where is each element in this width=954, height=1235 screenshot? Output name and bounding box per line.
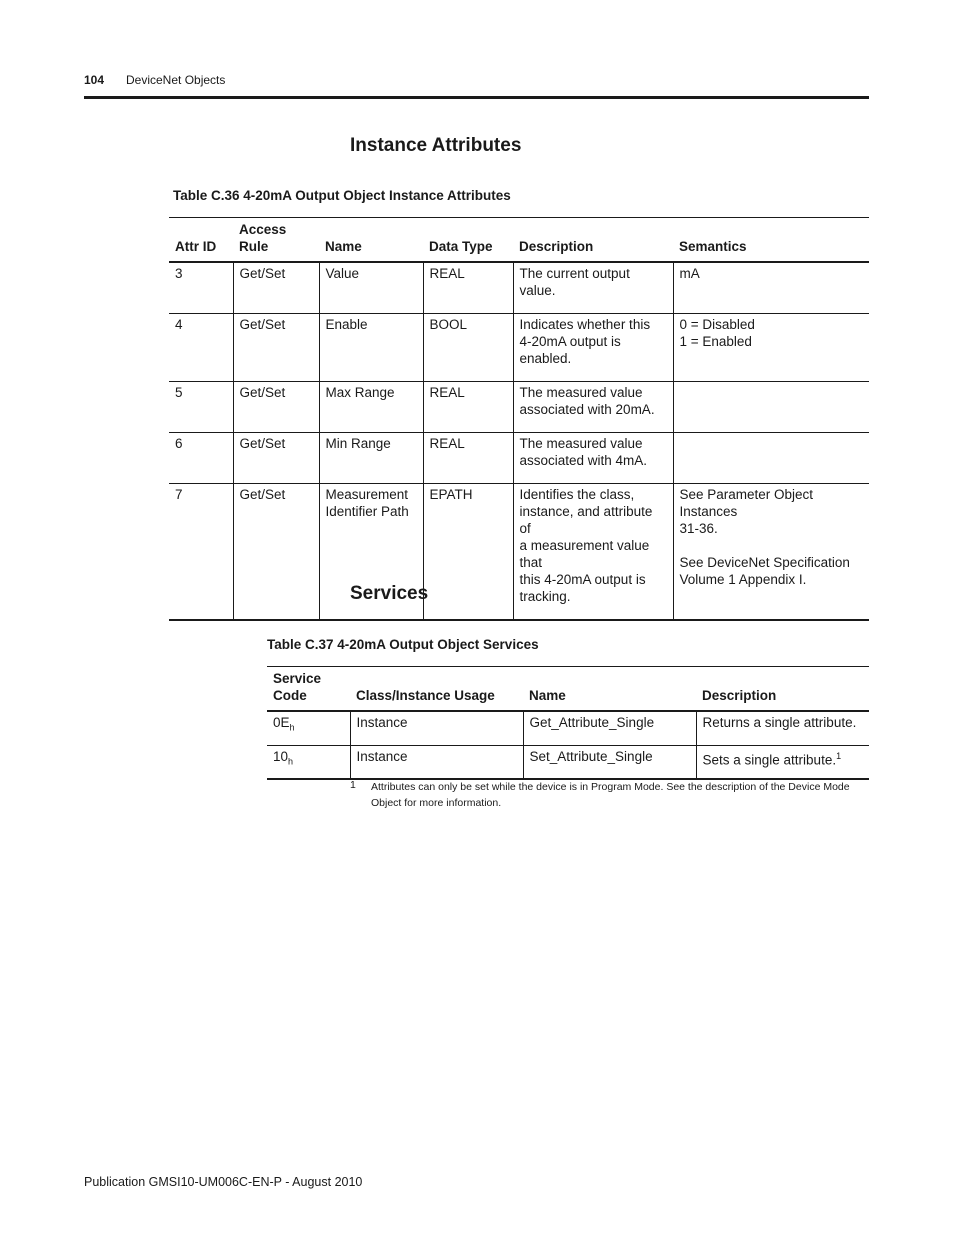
cell-line: associated with 4mA. — [519, 453, 648, 468]
cell-line: Min Range — [325, 436, 391, 451]
cell-type: EPATH — [423, 484, 513, 621]
column-header: Data Type — [429, 239, 493, 254]
cell-description — [513, 484, 673, 621]
column-header — [267, 667, 350, 712]
cell-line: enabled. — [519, 351, 572, 366]
cell-description — [696, 745, 869, 779]
cell-description — [513, 314, 673, 382]
column-header: Description — [702, 688, 777, 703]
services-table — [267, 666, 869, 780]
hex-suffix: h — [288, 756, 294, 767]
cell-line: instance, and attribute of — [519, 504, 653, 536]
table-row — [169, 484, 869, 621]
column-header: Name — [529, 688, 566, 703]
cell-line: Max Range — [325, 385, 395, 400]
cell-semantics — [673, 382, 869, 433]
column-header: Semantics — [679, 239, 747, 254]
description-text: Sets a single attribute. — [702, 752, 837, 768]
column-header: Name — [325, 239, 362, 254]
footnote-number: 1 — [350, 779, 356, 791]
cell-line: The measured value — [519, 385, 643, 400]
cell-access: Get/Set — [233, 484, 319, 621]
header-line: Service — [273, 671, 322, 686]
cell-type: REAL — [423, 262, 513, 314]
column-header: Class/Instance Usage — [356, 688, 495, 703]
cell-description — [513, 433, 673, 484]
table-header-row — [169, 218, 869, 263]
table-c37-caption: Table C.37 4-20mA Output Object Services — [267, 637, 539, 652]
cell-usage: Instance — [350, 745, 523, 779]
cell-attr-id: 5 — [175, 385, 183, 400]
table-row — [169, 314, 869, 382]
cell-type: REAL — [423, 382, 513, 433]
table-row — [169, 433, 869, 484]
column-header: Description — [519, 239, 594, 254]
cell-line: See Parameter Object Instances — [679, 487, 814, 519]
cell-semantics — [673, 314, 869, 382]
cell-line: Identifier Path — [325, 504, 409, 519]
cell-name — [319, 433, 423, 484]
cell-type: BOOL — [423, 314, 513, 382]
page-number: 104 — [84, 73, 105, 87]
cell-name: Get_Attribute_Single — [523, 711, 696, 745]
cell-service-code — [267, 711, 350, 745]
cell-name — [319, 262, 423, 314]
cell-line: tracking. — [519, 589, 571, 604]
cell-line: Enable — [325, 317, 368, 332]
header-line: Code — [273, 688, 307, 703]
cell-line: 0 = Disabled — [679, 317, 755, 332]
table-row — [267, 711, 869, 745]
cell-attr-id: 7 — [175, 487, 183, 502]
footnote-marker: 1 — [836, 750, 842, 761]
cell-line: Indicates whether this — [519, 317, 651, 332]
cell-line: 31-36. — [679, 521, 718, 536]
section-title: DeviceNet Objects — [126, 73, 226, 87]
cell-usage: Instance — [350, 711, 523, 745]
cell-description — [513, 382, 673, 433]
cell-line: Volume 1 Appendix I. — [679, 572, 807, 587]
instance-attributes-heading: Instance Attributes — [350, 135, 522, 156]
cell-line: 4-20mA output is — [519, 334, 621, 349]
cell-service-code — [267, 745, 350, 779]
service-code-value: 10 — [273, 748, 289, 764]
cell-semantics — [673, 484, 869, 621]
header-rule — [84, 96, 869, 99]
cell-line: this 4-20mA output is — [519, 572, 646, 587]
column-header — [233, 218, 319, 263]
service-code-value: 0E — [273, 715, 290, 730]
cell-line: The current output value. — [519, 266, 630, 298]
table-row — [169, 262, 869, 314]
cell-name: Set_Attribute_Single — [523, 745, 696, 779]
cell-access: Get/Set — [233, 382, 319, 433]
header-line: Access — [239, 222, 287, 237]
table-row — [267, 745, 869, 779]
cell-line — [680, 537, 864, 554]
cell-attr-id: 6 — [175, 436, 183, 451]
footnote-text: Attributes can only be set while the device is in Program Mode. See the description of the Device Mode Object for more information. — [371, 781, 850, 809]
table-c36-caption: Table C.36 4-20mA Output Object Instance Attributes — [173, 188, 511, 203]
cell-line: Identifies the class, — [519, 487, 635, 502]
header-line: Rule — [239, 239, 269, 254]
cell-attr-id: 3 — [175, 266, 183, 281]
table-row — [169, 382, 869, 433]
cell-line: Value — [325, 266, 360, 281]
cell-line: a measurement value that — [519, 538, 650, 570]
cell-line: The measured value — [519, 436, 643, 451]
cell-semantics — [673, 433, 869, 484]
cell-access: Get/Set — [233, 314, 319, 382]
cell-semantics — [673, 262, 869, 314]
cell-line: 1 = Enabled — [679, 334, 752, 349]
table-header-row — [267, 667, 869, 712]
cell-description — [513, 262, 673, 314]
cell-type: REAL — [423, 433, 513, 484]
description-text: Returns a single attribute. — [702, 715, 857, 730]
cell-line: See DeviceNet Specification — [679, 555, 850, 570]
cell-name — [319, 382, 423, 433]
cell-access: Get/Set — [233, 433, 319, 484]
column-header: Attr ID — [175, 239, 217, 254]
cell-line: mA — [679, 266, 700, 281]
cell-access: Get/Set — [233, 262, 319, 314]
instance-attributes-table — [169, 217, 869, 621]
publication-footer: Publication GMSI10-UM006C-EN-P - August 2010 — [84, 1175, 363, 1189]
cell-line: associated with 20mA. — [519, 402, 655, 417]
cell-description — [696, 711, 869, 745]
cell-attr-id: 4 — [175, 317, 183, 332]
cell-line: Measurement — [325, 487, 409, 502]
hex-suffix: h — [289, 722, 295, 733]
cell-name — [319, 314, 423, 382]
services-heading: Services — [350, 583, 429, 604]
